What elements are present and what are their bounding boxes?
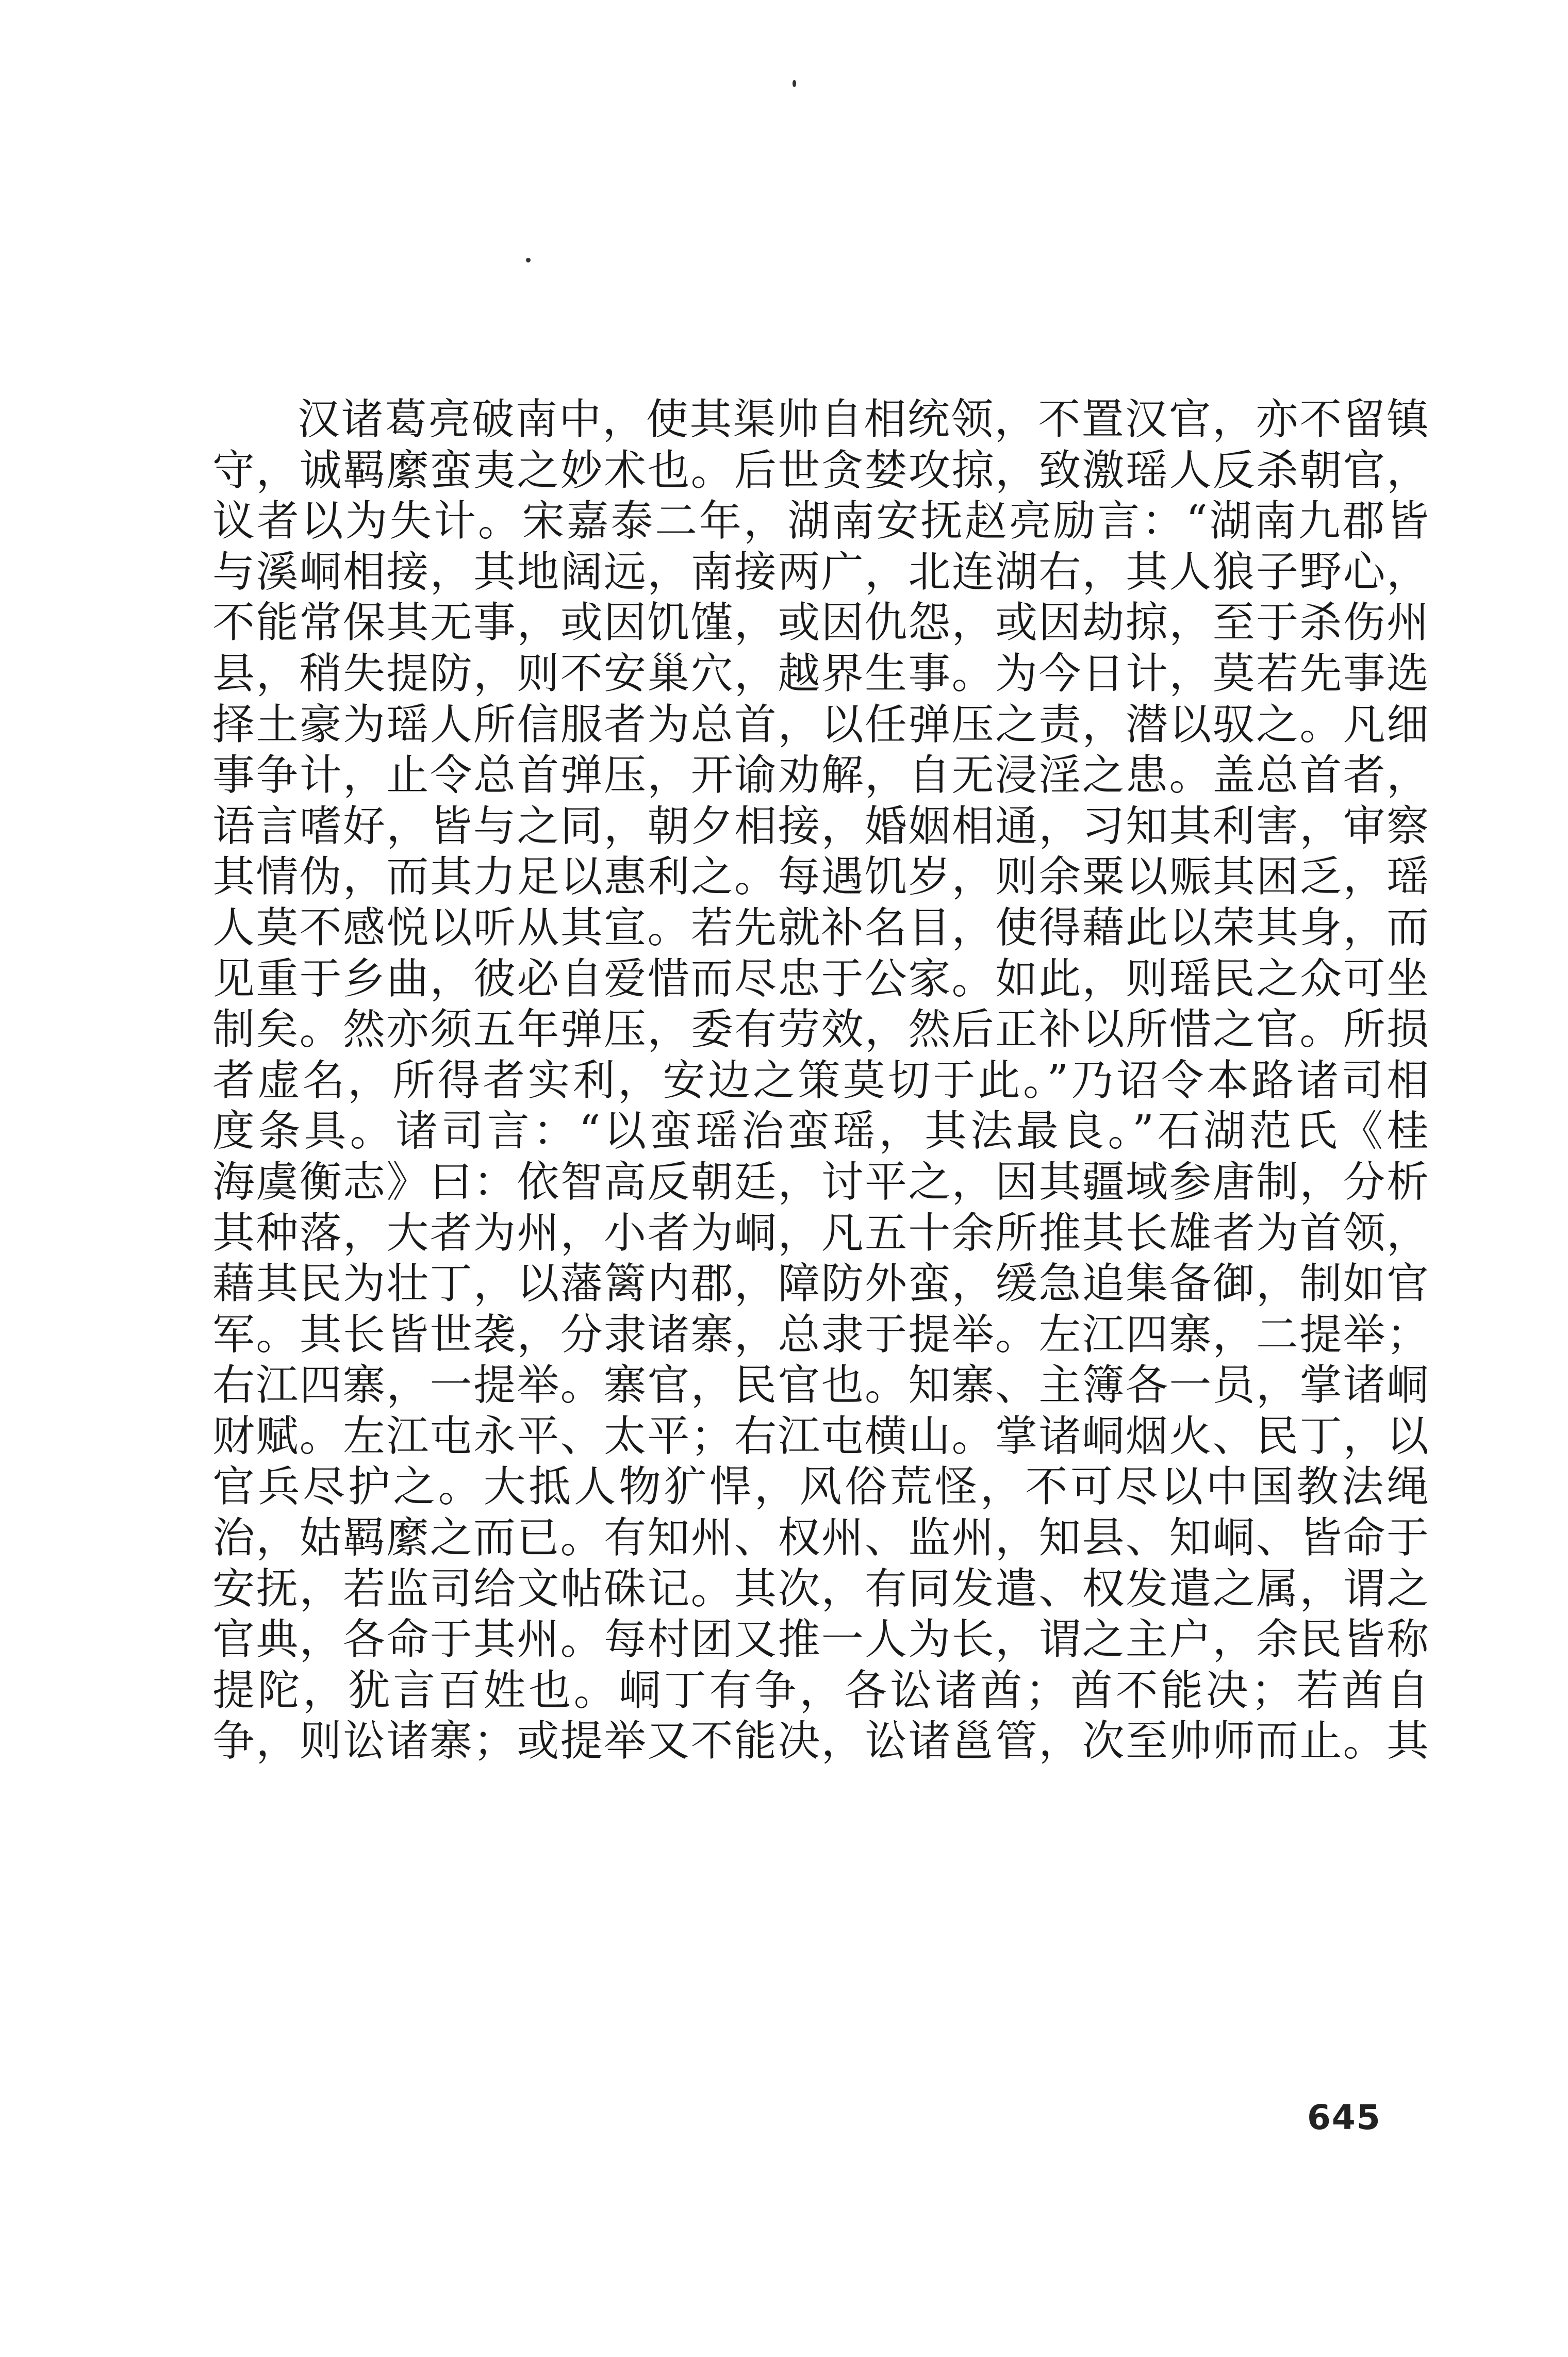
text-line: 见重于乡曲，彼必自爱惜而尽忠于公家。如此，则瑶民之众可坐 <box>212 954 1429 1003</box>
text-line: 财赋。左江屯永平、太平；右江屯横山。掌诸峒烟火、民丁，以 <box>212 1411 1429 1461</box>
text-line: 制矣。然亦须五年弹压，委有劳效，然后正补以所惜之官。所损 <box>212 1005 1429 1054</box>
text-line: 治，姑羁縻之而已。有知州、权州、监州，知县、知峒、皆命于 <box>212 1513 1429 1563</box>
text-line: 其种落，大者为州，小者为峒，凡五十余所推其长雄者为首领， <box>212 1208 1429 1258</box>
body-text <box>212 394 1429 1767</box>
text-line: 提陀，犹言百姓也。峒丁有争，各讼诸酋；酋不能决；若酋自 <box>212 1666 1429 1715</box>
text-line: 安抚，若监司给文帖硃记。其次，有同发遣、权发遣之属，谓之 <box>212 1564 1429 1613</box>
text-line: 汉诸葛亮破南中，使其渠帅自相统领，不置汉官，亦不留镇 <box>298 395 1429 444</box>
text-line: 藉其民为壮丁，以藩篱内郡，障防外蛮，缓急追集备御，制如官 <box>212 1259 1429 1309</box>
text-line: 议者以为失计。宋嘉泰二年，湖南安抚赵亮励言：“湖南九郡皆 <box>212 497 1429 546</box>
text-line: 人莫不感悦以听从其宣。若先就补名目，使得藉此以荣其身，而 <box>212 903 1429 952</box>
scan-speck <box>793 80 796 87</box>
text-line: 语言嗜好，皆与之同，朝夕相接，婚姻相通，习知其利害，审察 <box>212 801 1429 851</box>
text-line: 争，则讼诸寨；或提举又不能决，讼诸邕管，次至帅师而止。其 <box>212 1717 1429 1766</box>
text-line: 者虚名，所得者实利，安边之策莫切于此。”乃诏令本路诸司相 <box>212 1056 1429 1105</box>
text-line: 守，诚羁縻蛮夷之妙术也。后世贪婪攻掠，致激瑶人反杀朝官， <box>212 446 1429 495</box>
scan-speck <box>526 258 531 262</box>
text-line: 其情伪，而其力足以惠利之。每遇饥岁，则余粟以赈其困乏，瑶 <box>212 852 1429 902</box>
page-number: 645 <box>1307 2098 1381 2137</box>
text-line: 择土豪为瑶人所信服者为总首，以任弹压之责，潜以驭之。凡细 <box>212 700 1429 749</box>
text-line: 不能常保其无事，或因饥馑，或因仇怨，或因劫掠，至于杀伤州 <box>212 598 1429 648</box>
text-line: 度条具。诸司言：“以蛮瑶治蛮瑶，其法最良。”石湖范氏《桂 <box>212 1107 1429 1156</box>
text-line: 事争计，止令总首弹压，开谕劝解，自无浸淫之患。盖总首者， <box>212 751 1429 800</box>
text-line: 官兵尽护之。大抵人物犷悍，风俗荒怪，不可尽以中国教法绳 <box>212 1462 1429 1512</box>
text-line: 官典，各命于其州。每村团又推一人为长，谓之主户，余民皆称 <box>212 1615 1429 1664</box>
text-line: 与溪峒相接，其地阔远，南接两广，北连湖右，其人狼子野心， <box>212 547 1429 597</box>
text-line: 海虞衡志》曰：依智高反朝廷，讨平之，因其疆域参唐制，分析 <box>212 1157 1429 1207</box>
text-line: 军。其长皆世袭，分隶诸寨，总隶于提举。左江四寨，二提举； <box>212 1310 1429 1359</box>
text-line: 县，稍失提防，则不安巢穴，越界生事。为今日计，莫若先事选 <box>212 649 1429 698</box>
text-line: 右江四寨，一提举。寨官，民官也。知寨、主簿各一员，掌诸峒 <box>212 1361 1429 1410</box>
